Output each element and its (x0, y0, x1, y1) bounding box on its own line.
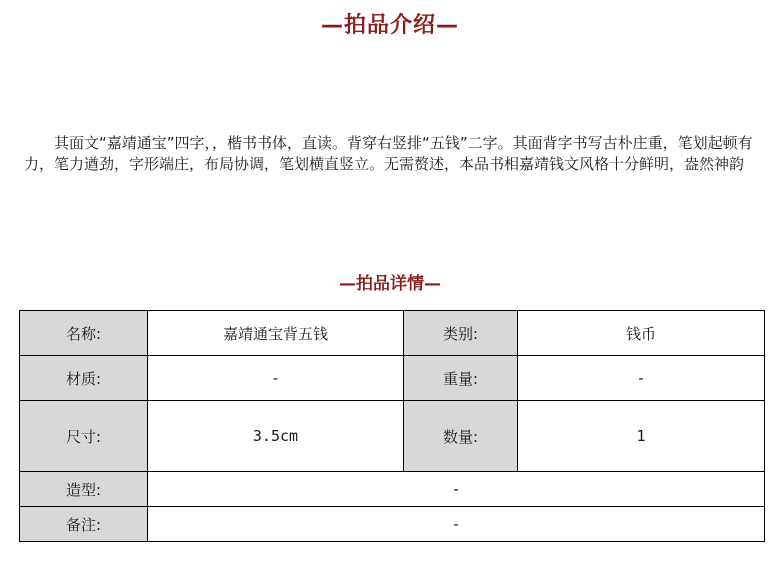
size-value: 3.5cm (148, 401, 404, 472)
category-value: 钱币 (518, 311, 765, 356)
weight-value: - (518, 356, 765, 401)
material-value: - (148, 356, 404, 401)
quantity-label: 数量: (404, 401, 518, 472)
category-label: 类别: (404, 311, 518, 356)
table-row (20, 356, 765, 401)
name-label: 名称: (20, 311, 148, 356)
table-row (20, 401, 765, 472)
shape-label: 造型: (20, 472, 148, 507)
details-section-title: —拍品详情— (339, 274, 441, 294)
notes-value: - (148, 507, 765, 542)
size-label: 尺寸: (20, 401, 148, 472)
item-details-table (19, 310, 765, 542)
weight-label: 重量: (404, 356, 518, 401)
item-introduction-text: 其面文“嘉靖通宝”四字，，楷书书体，直读。背穿右竖排“五钱”二字。其面背字书写古朴庄重，笔划起顿有力，笔力遒劲，字形端庄，布局协调，笔划横直竖立。无需赘述，本品书相嘉靖钱文风格十分鲜明，盎然神韵 (24, 134, 753, 173)
table-row (20, 507, 765, 542)
table-row (20, 311, 765, 356)
shape-value: - (148, 472, 765, 507)
name-value: 嘉靖通宝背五钱 (148, 311, 404, 356)
page-title: —拍品介绍— (320, 13, 459, 38)
table-row (20, 472, 765, 507)
quantity-value: 1 (518, 401, 765, 472)
material-label: 材质: (20, 356, 148, 401)
notes-label: 备注: (20, 507, 148, 542)
